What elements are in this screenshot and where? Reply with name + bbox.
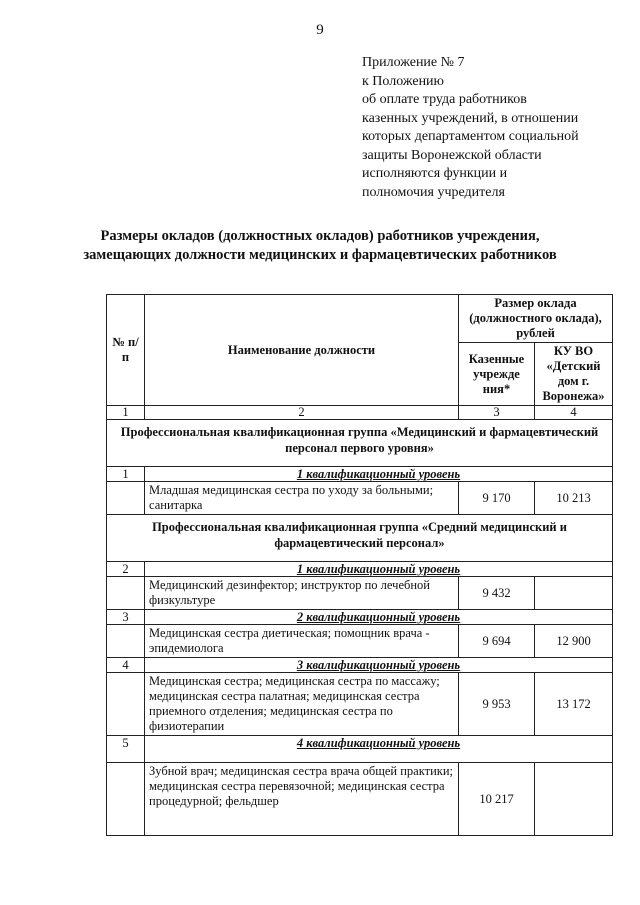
salary-ku: 13 172 — [535, 673, 613, 736]
column-index: 1 — [107, 406, 145, 420]
column-index-row — [107, 406, 613, 420]
table-row — [107, 577, 613, 610]
table-row — [107, 673, 613, 736]
salary-state: 9 432 — [459, 577, 535, 610]
header-salary-group: Размер оклада (должностного оклада), рублей — [459, 295, 613, 343]
document-title — [40, 227, 600, 265]
row-number: 1 — [107, 467, 145, 482]
appendix-line: казенных учреждений, в отношении — [362, 110, 579, 126]
salary-state: 9 694 — [459, 625, 535, 658]
level-row — [107, 736, 613, 763]
salary-table — [106, 294, 613, 836]
header-num: № п/п — [107, 295, 145, 406]
appendix-line: полномочия учредителя — [362, 184, 505, 200]
level-row — [107, 658, 613, 673]
salary-state: 10 217 — [459, 763, 535, 836]
row-number: 5 — [107, 736, 145, 763]
qualification-level: 1 квалификационный уровень — [145, 467, 613, 482]
appendix-line: исполняются функции и — [362, 166, 508, 181]
appendix-line: об оплате труда работников — [362, 92, 527, 107]
salary-state: 9 170 — [459, 482, 535, 515]
level-row — [107, 467, 613, 482]
qualification-level: 2 квалификационный уровень — [145, 610, 613, 625]
page-number: 9 — [316, 22, 324, 38]
appendix-line: Приложение № 7 — [362, 55, 465, 70]
qualification-level: 1 квалификационный уровень — [145, 562, 613, 577]
salary-ku: 12 900 — [535, 625, 613, 658]
column-index: 4 — [535, 406, 613, 420]
salary-ku — [535, 763, 613, 836]
title-line-1: Размеры окладов (должностных окладов) работников учреждения, — [100, 228, 540, 244]
position-name: Медицинская сестра диетическая; помощник врача - эпидемиолога — [145, 625, 459, 658]
salary-ku — [535, 577, 613, 610]
group-title-row — [107, 420, 613, 467]
appendix-line: которых департаментом социальной — [362, 129, 579, 144]
level-row — [107, 610, 613, 625]
position-name: Медицинская сестра; медицинская сестра по массажу; медицинская сестра палатная; медицинская сестра приемного отделения; медицинская сестра по физиотерапии — [145, 673, 459, 736]
row-number: 2 — [107, 562, 145, 577]
row-number: 4 — [107, 658, 145, 673]
title-line-2: замещающих должности медицинских и фармацевтических работников — [83, 247, 557, 263]
table-row — [107, 482, 613, 515]
table-row — [107, 763, 613, 836]
appendix-line: защиты Воронежской области — [362, 147, 542, 163]
column-index: 2 — [145, 406, 459, 420]
header-state-institutions: Казенные учрежде ния* — [459, 343, 535, 406]
position-name: Медицинский дезинфектор; инструктор по лечебной физкультуре — [145, 577, 459, 610]
qualification-level: 3 квалификационный уровень — [145, 658, 613, 673]
table-row — [107, 625, 613, 658]
position-name: Зубной врач; медицинская сестра врача общей практики; медицинская сестра перевязочной; медицинская сестра процедурной; фельдшер — [145, 763, 459, 836]
column-index: 3 — [459, 406, 535, 420]
appendix-line: к Положению — [362, 73, 445, 89]
level-row — [107, 562, 613, 577]
row-number: 3 — [107, 610, 145, 625]
group-title-row — [107, 515, 613, 562]
group-title: Профессиональная квалификационная группа «Средний медицинский и фармацевтический персонал» — [107, 515, 613, 562]
appendix-block — [362, 54, 632, 202]
salary-state: 9 953 — [459, 673, 535, 736]
header-ku-orphanage: КУ ВО «Детский дом г. Воронежа» — [535, 343, 613, 406]
position-name: Младшая медицинская сестра по уходу за больными; санитарка — [145, 482, 459, 515]
header-position: Наименование должности — [145, 295, 459, 406]
salary-ku: 10 213 — [535, 482, 613, 515]
qualification-level: 4 квалификационный уровень — [145, 736, 613, 763]
table-header-row — [107, 295, 613, 343]
group-title: Профессиональная квалификационная группа «Медицинский и фармацевтический персонал первого уровня» — [107, 420, 613, 467]
